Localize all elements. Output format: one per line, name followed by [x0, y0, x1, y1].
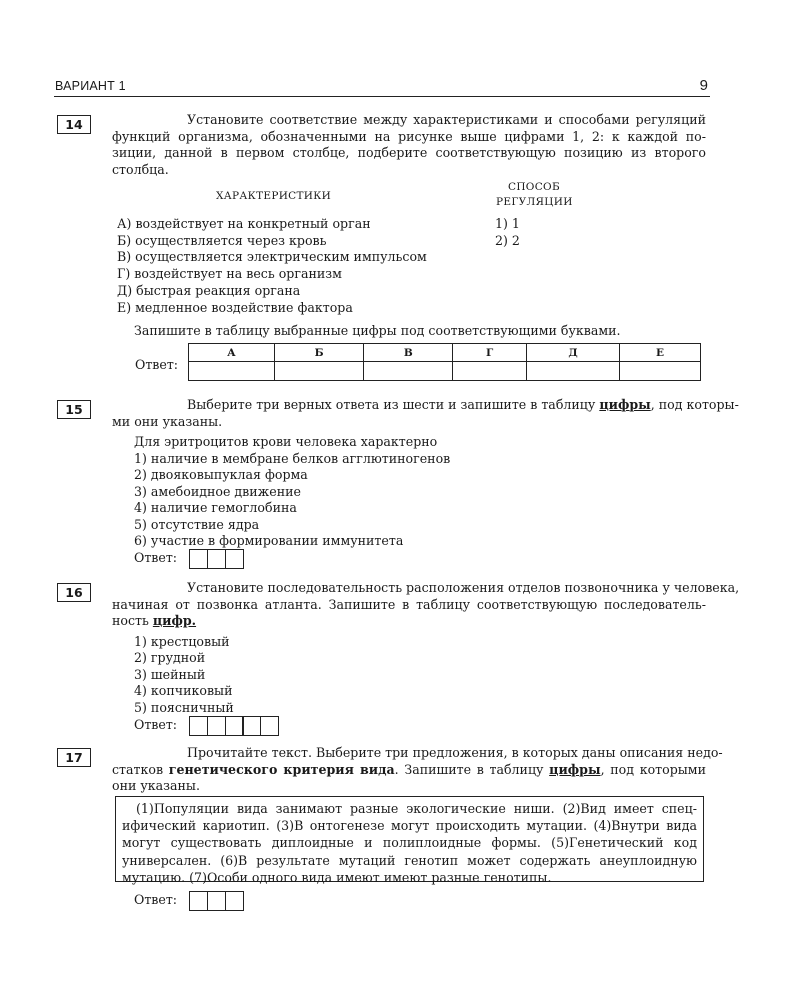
q17-text-line-1: (1)Популяции вида занимают разные экологические ниши. (2)Вид имеет спец- — [136, 801, 697, 816]
q14-answer-cell-a[interactable] — [189, 362, 275, 381]
q16-answer-box-1[interactable] — [189, 716, 208, 736]
q14-line-4: столбца. — [112, 161, 169, 177]
q17-answer-box-3[interactable] — [225, 891, 244, 911]
q14-instruction: Запишите в таблицу выбранные цифры под соответствующими буквами. — [134, 323, 621, 338]
q15-answer-box-1[interactable] — [189, 549, 208, 569]
q14-col2-header-2: РЕГУЛЯЦИИ — [496, 196, 573, 208]
q17-answer-label: Ответ: — [134, 892, 178, 907]
q14-col1-header: ХАРАКТЕРИСТИКИ — [216, 190, 332, 202]
q14-header-g: Г — [453, 344, 527, 362]
question-14-prompt — [112, 112, 706, 178]
q15-answer-label: Ответ: — [134, 550, 178, 565]
q16-option-5: 5) поясничный — [134, 700, 234, 715]
q15-answer-boxes — [189, 549, 244, 569]
q16-option-1: 1) крестцовый — [134, 634, 230, 649]
q14-method-2: 2) 2 — [495, 233, 520, 248]
question-14-number: 14 — [57, 115, 91, 134]
q14-answer-cell-d[interactable] — [527, 362, 620, 381]
q16-answer-label: Ответ: — [134, 717, 178, 732]
q14-answer-cell-v[interactable] — [364, 362, 453, 381]
question-17-number: 17 — [57, 748, 91, 767]
q17-line-2: статков генетического критерия вида. Запишите в таблицу цифры, под которыми — [112, 761, 706, 777]
q14-col2-header-1: СПОСОБ — [508, 181, 560, 193]
variant-label: ВАРИАНТ 1 — [55, 79, 126, 93]
q14-line-2: функций организма, обозначенными на рисунке выше цифрами 1, 2: к каждой по- — [112, 128, 706, 144]
q17-text-line-3: могут существовать диплоидные и полиплоидные формы. (5)Генетический код — [122, 835, 697, 851]
q14-characteristic-a: А) воздействует на конкретный орган — [117, 216, 371, 231]
question-15-number: 15 — [57, 400, 91, 419]
q14-characteristic-e: Е) медленное воздействие фактора — [117, 300, 353, 315]
question-16-number: 16 — [57, 583, 91, 602]
q14-answer-cell-e[interactable] — [620, 362, 701, 381]
q16-option-4: 4) копчиковый — [134, 683, 233, 698]
page-number: 9 — [699, 77, 708, 94]
q14-line-1: Установите соответствие между характеристиками и способами регуляций — [187, 112, 706, 127]
q14-answer-header-row — [189, 344, 701, 362]
header-rule — [54, 96, 710, 97]
q14-answer-cell-g[interactable] — [453, 362, 527, 381]
q15-option-4: 4) наличие гемоглобина — [134, 500, 297, 515]
q17-text-line-4: универсален. (6)В результате мутаций генотип может содержать анеуплоидную — [122, 852, 697, 868]
page-header — [54, 78, 710, 100]
q17-text-box — [115, 796, 704, 885]
q14-header-v: В — [364, 344, 453, 362]
q15-option-1: 1) наличие в мембране белков агглютиногенов — [134, 451, 451, 466]
q17-text-line-2: ифический кариотип. (3)В онтогенезе могут происходить мутации. (4)Внутри вида — [122, 818, 697, 834]
question-17-prompt — [112, 745, 723, 795]
q15-option-5: 5) отсутствие ядра — [134, 517, 260, 532]
q17-answer-box-1[interactable] — [189, 891, 208, 911]
q16-line-3: ность цифр. — [112, 613, 197, 629]
q14-header-d: Д — [527, 344, 620, 362]
q14-answer-input-row — [189, 362, 701, 381]
q17-line-1: Прочитайте текст. Выберите три предложения, в которых даны описания недо- — [187, 745, 723, 760]
q17-text-line-5: мутацию. (7)Особи одного вида имеют имеют разные генотипы. — [122, 869, 552, 885]
q15-intro: Для эритроцитов крови человека характерно — [134, 434, 438, 449]
q16-answer-box-3[interactable] — [225, 716, 244, 736]
q15-option-3: 3) амебоидное движение — [134, 484, 301, 499]
q15-line-1: Выберите три верных ответа из шести и запишите в таблицу цифры, под которы- — [187, 397, 739, 412]
q14-characteristic-g: Г) воздействует на весь организм — [117, 266, 342, 281]
q16-answer-box-5[interactable] — [260, 716, 279, 736]
q15-answer-box-3[interactable] — [225, 549, 244, 569]
q14-characteristic-v: В) осуществляется электрическим импульсом — [117, 249, 427, 264]
question-15-prompt — [112, 397, 739, 430]
q14-header-e: Е — [620, 344, 701, 362]
q16-option-3: 3) шейный — [134, 667, 206, 682]
q14-answer-table — [188, 343, 701, 381]
q15-option-2: 2) двояковыпуклая форма — [134, 467, 308, 482]
q14-answer-label: Ответ: — [135, 357, 179, 372]
q16-option-2: 2) грудной — [134, 650, 206, 665]
q16-answer-box-2[interactable] — [207, 716, 226, 736]
q14-characteristic-d: Д) быстрая реакция органа — [117, 283, 301, 298]
q14-answer-cell-b[interactable] — [274, 362, 364, 381]
q17-answer-box-2[interactable] — [207, 891, 226, 911]
q16-answer-box-4[interactable] — [242, 716, 261, 736]
q15-option-6: 6) участие в формировании иммунитета — [134, 533, 404, 548]
q15-answer-box-2[interactable] — [207, 549, 226, 569]
q14-method-1: 1) 1 — [495, 216, 520, 231]
q16-line-2: начиная от позвонка атланта. Запишите в таблицу соответствующую последователь- — [112, 596, 706, 612]
q16-answer-boxes — [189, 716, 279, 736]
question-16-prompt — [112, 580, 740, 630]
q17-line-3: они указаны. — [112, 778, 200, 794]
q14-line-3: зиции, данной в первом столбце, подберите соответствующую позицию из второго — [112, 145, 706, 161]
q14-header-b: Б — [274, 344, 364, 362]
q17-answer-boxes — [189, 891, 244, 911]
q15-line-2: ми они указаны. — [112, 413, 223, 429]
q16-line-1: Установите последовательность расположения отделов позвоночника у человека, — [187, 580, 740, 595]
q14-characteristic-b: Б) осуществляется через кровь — [117, 233, 327, 248]
q14-header-a: А — [189, 344, 275, 362]
